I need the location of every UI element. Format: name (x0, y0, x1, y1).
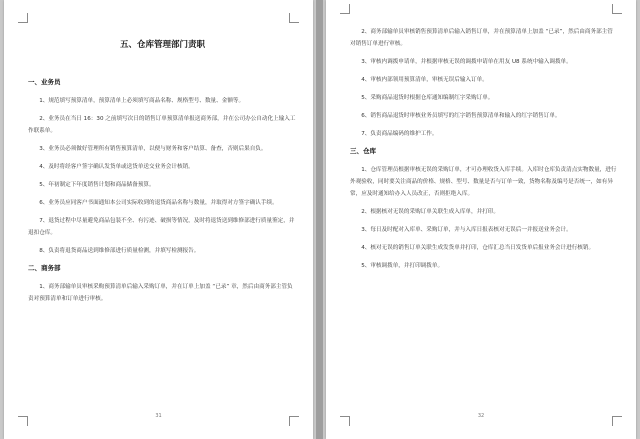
paragraph: 3、业务员必须做好管理所有销售预算清单，以便与财务和客户结算、备查，否则后果自负。 (39, 146, 267, 152)
crop-mark-top-left (340, 4, 350, 14)
crop-mark-top-right (612, 4, 622, 14)
paragraph: 2、业务员在当日 16：30 之前填写次日的销售订单预算清单报送商务部，并在公司办公自动化上输入工作联系单。 (28, 116, 296, 134)
paragraph: 7、负责商品编码的维护工作。 (361, 131, 438, 137)
paragraph: 3、每日及时配对入库单、采购订单，并与入库日报表核对无误后一并报送业务会计。 (361, 227, 572, 233)
paragraph: 1、规范填写预算清单，预算清单上必须填写商品名称、规格型号、数量、金额等。 (39, 98, 245, 104)
paragraph: 5、采购商品退货时根据仓库通知编制红字采购订单。 (361, 95, 494, 101)
paragraph: 3、审核内调拨申请单，并根据审核无误的调拨申请单在用友 U8 系统中输入调拨单。 (361, 59, 572, 65)
page-number: 32 (477, 413, 485, 419)
paragraph: 1、仓库管理员根据审核无误的采购订单，才可办理收货入库手续。入库时仓库负责清点实物数量，进行外观验收，同时要关注商品的价格、规格、型号、数量是否与订单一致，货物名称及编号是否统一，如有异常，应及时通知给办入人员改正，否则拒绝入库。 (350, 167, 617, 197)
page-gap (316, 0, 323, 439)
page-number: 31 (155, 413, 162, 419)
paragraph: 8、负责将退货商品送到维修部进行质量检测，并填写检测报告。 (39, 248, 200, 254)
paragraph: 7、退货过程中尽量避免商品包装不全、有污迹、破损等情况，及时将退货送到维修部进行质量鉴定，并退扣仓库。 (28, 218, 295, 236)
section-heading: 一、业务员 (28, 78, 61, 86)
document-page-right (326, 0, 636, 439)
section-heading: 二、商务部 (28, 264, 61, 272)
paragraph: 5、年初制定下年度销售计划和商品储备预算。 (39, 182, 155, 188)
paragraph: 5、审核调拨单，并打印调拨单。 (361, 263, 444, 269)
paragraph: 2、根据核对无误的采购订单关联生成入库单，并打印。 (361, 209, 499, 215)
page-title: 五、仓库管理部门责职 (119, 40, 205, 50)
paragraph: 6、业务员应同客户书面通知本公司实际收到的退货商品名称与数量，并取得对方签字确认手续。 (39, 200, 278, 206)
page-content (28, 38, 297, 311)
section-heading: 三、仓库 (350, 147, 376, 155)
paragraph: 4、及时将经客户签字确认发货单或送货单送交业务会计核销。 (39, 164, 194, 170)
paragraph: 6、销售商品退货时审核业务员填写的红字销售预算清单和输入的红字销售订单。 (361, 113, 561, 119)
paragraph: 4、核对无误的销售订单关联生成发货单并打印，仓库汇总当日发货单后报业务会计进行核销。 (361, 245, 595, 251)
crop-mark-top-left (18, 13, 28, 23)
crop-mark-top-right (289, 13, 299, 23)
paragraph: 1、商务部输单员审核采购预算清单后输入采购订单，并在订单上加盖 “已录” 章，然后由商务部主管负责对预算清单和订单进行审核。 (28, 284, 293, 302)
page-content (350, 26, 618, 278)
document-page-left (4, 0, 313, 439)
paragraph: 4、审核内部领用预算清单，审核无误后输入订单。 (361, 77, 488, 83)
paragraph: 2、商务部输单员审核销售预算清单后输入销售订单，并在预算清单上加盖 “已录”，然后由商务部主管对销售订单进行审核。 (350, 29, 613, 47)
